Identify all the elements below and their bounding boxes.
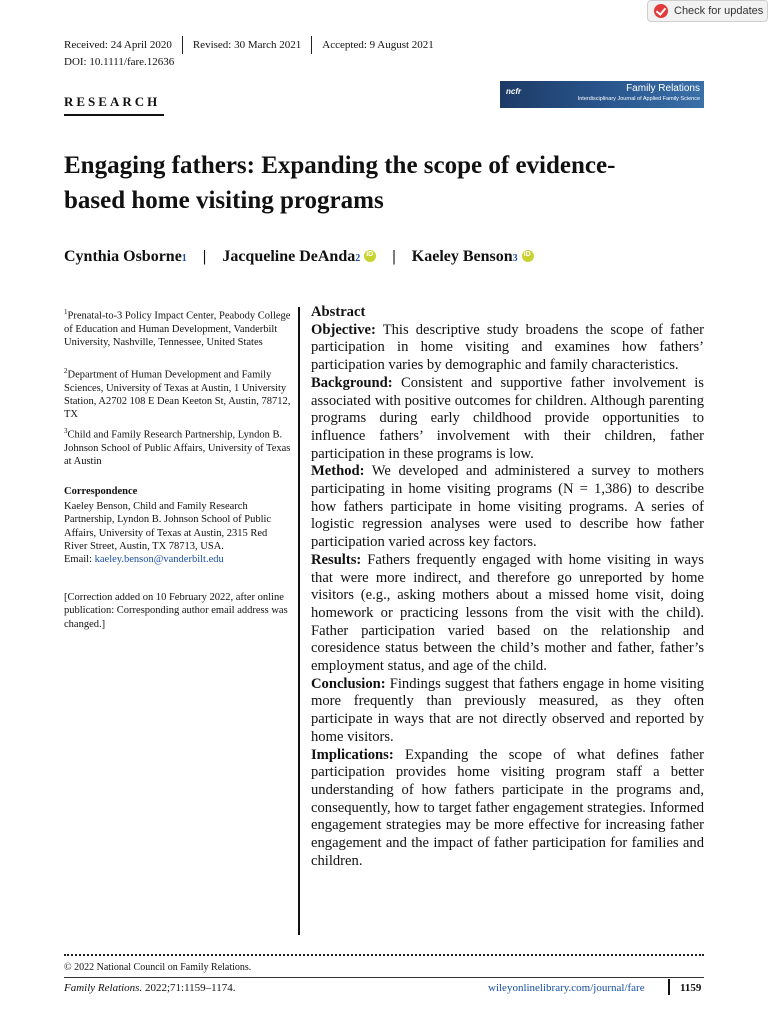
abstract-section-text: Findings suggest that fathers engage in home visiting more frequently than previously measured, as they often participate in ways that are not directly observed and reported by home visitors. bbox=[311, 675, 704, 745]
abstract-section-label: Method: bbox=[311, 463, 365, 480]
author-name[interactable]: Kaeley Benson bbox=[411, 248, 513, 265]
author-name[interactable]: Cynthia Osborne bbox=[64, 248, 182, 265]
check-for-updates-button[interactable] bbox=[647, 0, 768, 22]
abstract bbox=[311, 304, 704, 871]
abstract-section-text: We developed and administered a survey to mothers participating in home visiting programs (N = 1,386) to describe how fathers participate in home visiting programs. A series of logistic regression analyses were used to describe how father participation varied across key factors. bbox=[311, 463, 704, 551]
email-label: Email: bbox=[64, 554, 95, 566]
abstract-section-text: Fathers frequently engaged with home visiting in ways that were more indirect, and therefore go unreported by home visitors (e.g., asking mothers about a missed home visit, doing homework or practicing lessons from the visit with the child). Father participation varied based on the relationship and coresidence status between the child’s mother and father, father’s employment status, and age of the child. bbox=[311, 551, 704, 675]
abstract-section bbox=[311, 375, 704, 464]
abstract-section-label: Background: bbox=[311, 374, 393, 391]
abstract-section-label: Objective: bbox=[311, 321, 376, 338]
check-updates-icon bbox=[654, 4, 668, 18]
orcid-icon[interactable] bbox=[522, 250, 534, 262]
affiliation-text: Child and Family Research Partnership, Lyndon B. Johnson School of Public Affairs, University of Texas at Austin bbox=[64, 429, 291, 468]
abstract-section-text: Expanding the scope of what defines father participation provides home visiting program staff a better understanding of how fathers participate in the programs and, consequently, how to target father engagement strategies. Informed engagement strategies may be more effective for increasing father engagement and the impact of father participation for families and children. bbox=[311, 746, 704, 869]
footer-dotted-rule bbox=[64, 954, 704, 956]
abstract-section bbox=[311, 676, 704, 747]
ncfr-logo: ncfr bbox=[506, 87, 522, 96]
correspondence-address: Kaeley Benson, Child and Family Research Partnership, Lyndon B. Johnson School of Public Affairs, University of Texas at Austin, 2315 Red River Street, Austin, TX 78713, USA. bbox=[64, 501, 272, 552]
orcid-icon[interactable] bbox=[364, 250, 376, 262]
received-date: Received: 24 April 2020 bbox=[64, 39, 172, 51]
abstract-section bbox=[311, 552, 704, 676]
journal-banner bbox=[500, 81, 704, 108]
affiliation bbox=[64, 425, 292, 468]
abstract-heading: Abstract bbox=[311, 304, 366, 320]
journal-banner-subtitle: Interdisciplinary Journal of Applied Family Science bbox=[577, 96, 700, 102]
abstract-section-label: Implications: bbox=[311, 746, 394, 763]
page-number: 1159 bbox=[680, 982, 702, 994]
affiliation-number: 3 bbox=[64, 427, 68, 435]
section-underline bbox=[64, 114, 164, 116]
author-affiliation-mark[interactable]: 2 bbox=[355, 253, 361, 264]
author-affiliation-mark[interactable]: 3 bbox=[512, 253, 518, 264]
column-divider bbox=[298, 307, 300, 935]
affiliation-text: Department of Human Development and Family Sciences, University of Texas at Austin, 1 University Station, A2702 108 E Dean Keeton St, Austin, 78712, TX bbox=[64, 369, 291, 421]
section-label: RESEARCH bbox=[64, 94, 161, 109]
affiliation-number: 1 bbox=[64, 308, 68, 316]
abstract-section-label: Results: bbox=[311, 551, 362, 568]
abstract-section bbox=[311, 322, 704, 375]
doi: DOI: 10.1111/fare.12636 bbox=[64, 56, 175, 68]
correspondence-text bbox=[64, 500, 292, 566]
revised-date: Revised: 30 March 2021 bbox=[192, 39, 302, 51]
affiliation-text: Prenatal-to-3 Policy Impact Center, Peabody College of Education and Human Development, Vanderbilt University, Nashville, Tennessee, United States bbox=[64, 310, 291, 349]
affiliation-number: 2 bbox=[64, 367, 68, 375]
article-title: Engaging fathers: Expanding the scope of evidence-based home visiting programs bbox=[64, 152, 616, 214]
affiliation bbox=[64, 365, 292, 422]
accepted-date: Accepted: 9 August 2021 bbox=[322, 39, 434, 51]
affiliation bbox=[64, 306, 292, 349]
author-name[interactable]: Jacqueline DeAnda bbox=[222, 248, 356, 265]
correction-note: [Correction added on 10 February 2022, after online publication: Corresponding author email address was changed.] bbox=[64, 592, 288, 630]
author-list bbox=[64, 248, 534, 266]
footer-citation bbox=[64, 982, 236, 994]
abstract-section bbox=[311, 463, 704, 552]
correspondence-heading: Correspondence bbox=[64, 486, 138, 497]
abstract-section-text: This descriptive study broadens the scope of father participation in home visiting and examines how fathers’ participation varies by demographic and family characteristics. bbox=[311, 321, 704, 374]
email-link[interactable]: kaeley.benson@vanderbilt.edu bbox=[94, 554, 224, 566]
article-history bbox=[64, 36, 444, 54]
author-affiliation-mark[interactable]: 1 bbox=[181, 253, 187, 264]
footer-rule bbox=[64, 977, 704, 978]
footer-divider bbox=[668, 979, 670, 995]
journal-url-link[interactable]: wileyonlinelibrary.com/journal/fare bbox=[488, 982, 645, 994]
abstract-section bbox=[311, 747, 704, 871]
check-updates-label: Check for updates bbox=[674, 5, 764, 17]
journal-banner-title: Family Relations bbox=[626, 83, 700, 94]
footer-volume: 2022;71:1159–1174. bbox=[142, 982, 236, 994]
author-separator: | bbox=[392, 248, 396, 265]
abstract-section-label: Conclusion: bbox=[311, 675, 386, 692]
copyright: © 2022 National Council on Family Relations. bbox=[64, 962, 252, 973]
abstract-section-text: Consistent and supportive father involvement is associated with positive outcomes for children. Although parenting programs during early childhood provide opportunities to influence fathers’ involvement with their children, father participation in these programs is low. bbox=[311, 374, 704, 462]
author-separator: | bbox=[202, 248, 207, 265]
footer-journal: Family Relations. bbox=[64, 982, 143, 994]
